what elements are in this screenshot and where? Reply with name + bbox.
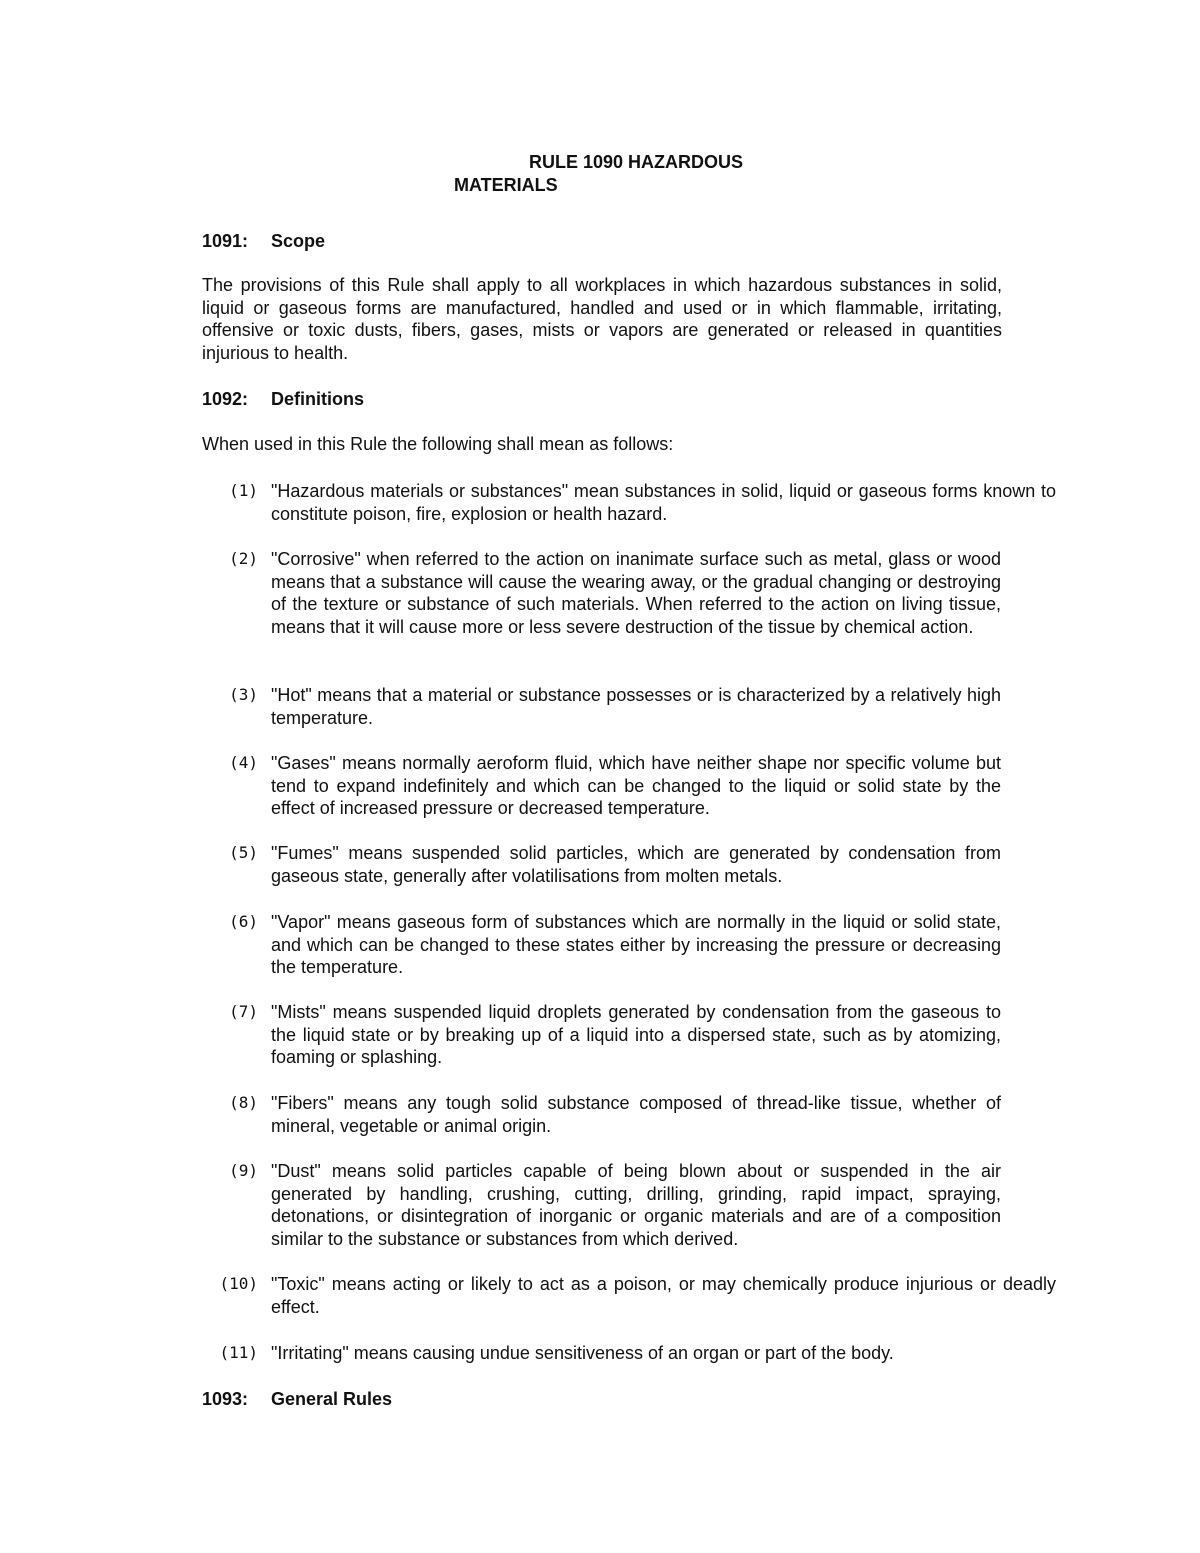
section-title: General Rules [271, 1389, 393, 1409]
definition-item [202, 1273, 1062, 1318]
definition-item [202, 480, 1062, 525]
item-label: (6) [229, 912, 258, 931]
scope-paragraph: The provisions of this Rule shall apply to all workplaces in which hazardous substances in solid, liquid or gaseous forms are manufactured, handled and used or in which flammable, irritating, offensive or toxic dusts, fibers, gases, mists or vapors are generated or released in quantities injurious to health. [202, 275, 1002, 363]
section-title: Scope [271, 231, 326, 251]
definition-item [202, 1001, 1062, 1069]
definition-item [202, 1160, 1062, 1250]
definitions-intro: When used in this Rule the following shall mean as follows: [202, 434, 674, 454]
item-label: (9) [229, 1161, 258, 1180]
document-title-line-1: RULE 1090 HAZARDOUS [529, 152, 744, 172]
section-heading-general-rules [202, 1388, 392, 1410]
definition-item [202, 911, 1062, 979]
item-text: "Dust" means solid particles capable of being blown about or suspended in the air generated by handling, crushing, cutting, drilling, grinding, rapid impact, spraying, detonations, or disintegration of inorganic or organic materials and are of a composition similar to the substance or substances from which derived. [271, 1161, 1001, 1249]
item-label: (10) [219, 1274, 258, 1293]
item-label: (4) [229, 753, 258, 772]
item-label: (3) [229, 685, 258, 704]
item-text: "Mists" means suspended liquid droplets generated by condensation from the gaseous to the liquid state or by breaking up of a liquid into a dispersed state, such as by atomizing, foaming or splashing. [271, 1002, 1001, 1068]
item-text: "Hot" means that a material or substance possesses or is characterized by a relatively high temperature. [271, 685, 1001, 728]
section-title: Definitions [271, 389, 364, 409]
item-text: "Fumes" means suspended solid particles, which are generated by condensation from gaseous state, generally after volatilisations from molten metals. [271, 843, 1001, 886]
item-text: "Gases" means normally aeroform fluid, which have neither shape nor specific volume but tend to expand indefinitely and which can be changed to the liquid or solid state by the effect of increased pressure or decreased temperature. [271, 753, 1001, 819]
definition-item [202, 842, 1062, 887]
definition-item [202, 548, 1062, 638]
item-text: "Fibers" means any tough solid substance composed of thread-like tissue, whether of mineral, vegetable or animal origin. [271, 1093, 1001, 1136]
definition-item [202, 752, 1062, 820]
item-label: (1) [229, 481, 258, 500]
document-title-line-2: MATERIALS [454, 175, 558, 195]
item-label: (5) [229, 843, 258, 862]
section-heading-scope [202, 230, 325, 252]
definition-item [202, 684, 1062, 729]
definition-item [202, 1092, 1062, 1137]
definition-item [202, 1342, 1062, 1365]
item-label: (2) [229, 549, 258, 568]
section-number: 1093: [202, 1389, 249, 1409]
item-label: (7) [229, 1002, 258, 1021]
item-text: "Toxic" means acting or likely to act as a poison, or may chemically produce injurious or deadly effect. [271, 1274, 1056, 1317]
item-text: "Corrosive" when referred to the action on inanimate surface such as metal, glass or wood means that a substance will cause the wearing away, or the gradual changing or destroying of the texture or substance of such materials. When referred to the action on living tissue, means that it will cause more or less severe destruction of the tissue by chemical action. [271, 549, 1001, 637]
item-label: (8) [229, 1093, 258, 1112]
item-label: (11) [219, 1343, 258, 1362]
item-text: "Vapor" means gaseous form of substances which are normally in the liquid or solid state, and which can be changed to these states either by increasing the pressure or decreasing the temperature. [271, 912, 1001, 978]
section-number: 1092: [202, 389, 249, 409]
item-text: "Hazardous materials or substances" mean substances in solid, liquid or gaseous forms known to constitute poison, fire, explosion or health hazard. [271, 481, 1056, 524]
item-text: "Irritating" means causing undue sensitiveness of an organ or part of the body. [271, 1343, 894, 1363]
section-number: 1091: [202, 231, 249, 251]
section-heading-definitions [202, 388, 364, 410]
